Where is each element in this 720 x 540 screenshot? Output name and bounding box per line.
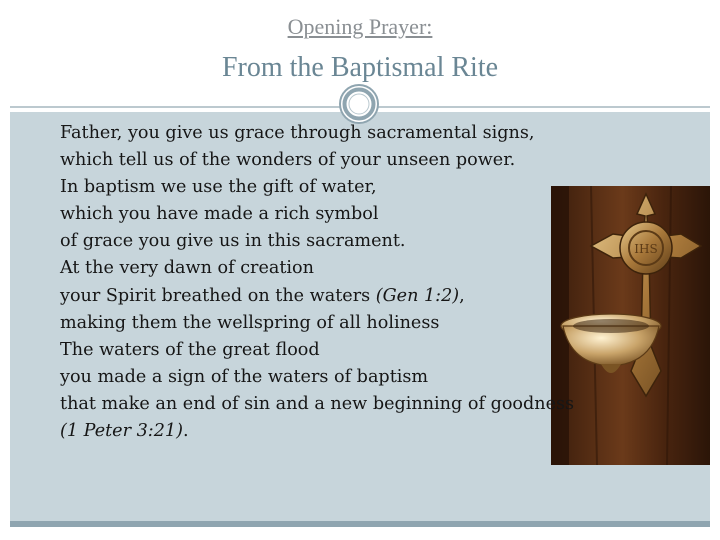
prayer-line: The waters of the great flood — [60, 339, 320, 360]
scripture-citation: (Gen 1:2) — [375, 285, 460, 306]
svg-text:IHS: IHS — [634, 242, 658, 256]
prayer-line: your Spirit breathed on the waters (Gen 1:2), — [60, 285, 465, 306]
prayer-line: of grace you give us in this sacrament. — [60, 231, 406, 252]
prayer-line: making them the wellspring of all holiness — [60, 312, 440, 333]
slide-title: From the Baptismal Rite — [221, 52, 499, 83]
bottom-bar — [10, 521, 710, 527]
scripture-citation: (1 Peter 3:21) — [60, 421, 183, 442]
prayer-line: In baptism we use the gift of water, — [60, 177, 377, 198]
prayer-line: which tell us of the wonders of your unseen power. — [60, 150, 516, 171]
prayer-line: Father, you give us grace through sacramental signs, — [60, 123, 535, 143]
prayer-text — [60, 120, 574, 445]
prayer-line: which you have made a rich symbol — [60, 204, 379, 225]
prayer-line: At the very dawn of creation — [60, 258, 314, 279]
slide-subtitle: Opening Prayer: — [287, 14, 433, 39]
prayer-line: (1 Peter 3:21). — [60, 421, 189, 442]
holy-water-font-image — [551, 186, 710, 465]
prayer-line: that make an end of sin and a new beginning of goodness — [60, 393, 575, 414]
prayer-line: you made a sign of the waters of baptism — [60, 366, 429, 387]
